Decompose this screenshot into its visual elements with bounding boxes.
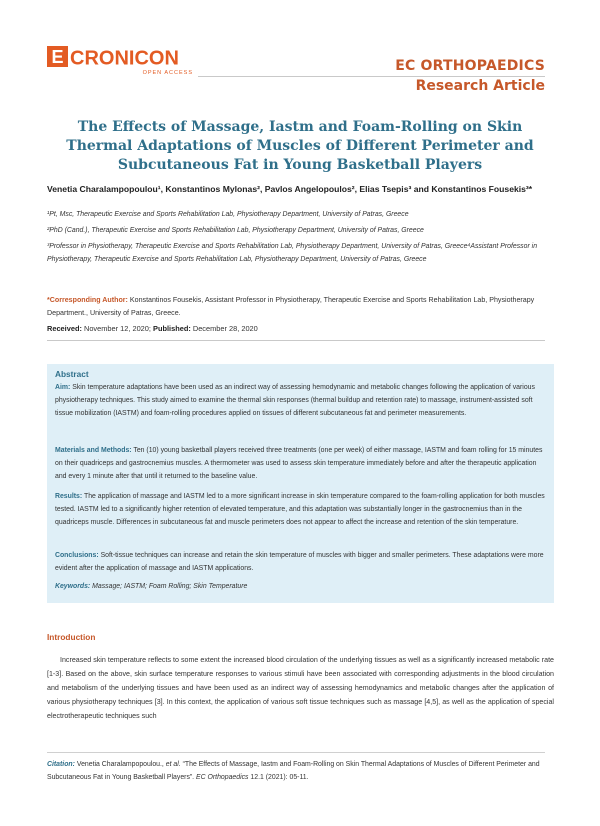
citation-etal: et al. <box>165 761 181 768</box>
published-label: Published: <box>153 324 191 333</box>
corresponding-label: *Corresponding Author: <box>47 296 128 304</box>
received-date: November 12, 2020; <box>83 324 151 333</box>
dates <box>47 324 258 333</box>
published-date: December 28, 2020 <box>192 324 258 333</box>
svg-text:E: E <box>51 47 64 67</box>
citation-volume: 12.1 (2021): 05-11. <box>248 774 309 781</box>
citation-authors: Venetia Charalampopoulou., <box>76 761 166 768</box>
citation <box>47 758 554 784</box>
affiliation-2: ²PhD (Cand.), Therapeutic Exercise and Sports Rehabilitation Lab, Physiotherapy Department, University of Patras, Greece <box>47 227 424 234</box>
results-label: Results: <box>55 493 83 500</box>
aim-text: Skin temperature adaptations have been used as an indirect way of assessing hemodynamic and metabolic changes following the application of various physiotherapy techniques. This study aimed to examine the thermal skin responses (thermal buildup and retention rate) to massage, instrument-assisted soft tissue mobilization (IASTM) and foam-rolling procedures applied on tissues of different subcutaneous fat and perimeter measurements. <box>55 384 535 417</box>
abstract-aim <box>55 381 549 420</box>
corresponding-author <box>47 294 545 320</box>
methods-text: Ten (10) young basketball players received three treatments (one per week) of either massage, IASTM and foam rolling for 15 minutes on their quadriceps and gastrocnemius muscles. A thermometer was used to assess skin temperature immediately before and after the therapeutic application and every 1 minute after that until it returned to the baseline value. <box>55 447 543 480</box>
affiliation-3: ³Professor in Physiotherapy, Therapeutic Exercise and Sports Rehabilitation Lab, Physiotherapy Department, University of Patras, Greece⁴Assistant Professor in Physiotherapy, Therapeutic Exercise and Sports Rehabilitation Lab, Physiotherapy Department, University of Patras, Greece <box>47 243 538 263</box>
abstract-conclusions <box>55 549 549 575</box>
conclusions-text: Soft-tissue techniques can increase and retain the skin temperature of muscles with bigger and smaller perimeters. These adaptations were more evident after the application of massage and IASTM applications. <box>55 552 544 572</box>
citation-journal: EC Orthopaedics <box>196 774 249 781</box>
keywords-label: Keywords: <box>55 583 91 590</box>
conclusions-label: Conclusions: <box>55 552 99 559</box>
svg-text:CRONICON: CRONICON <box>70 47 179 70</box>
article-title: The Effects of Massage, Iastm and Foam-Rolling on Skin Thermal Adaptations of Muscles of Different Perimeter and Subcutaneous Fat in Young Basketball Players <box>66 119 534 173</box>
abstract-methods <box>55 444 549 483</box>
aim-label: Aim: <box>55 384 71 391</box>
cronicon-logo <box>47 46 195 76</box>
results-text: The application of massage and IASTM led to a more significant increase in skin temperature compared to the foam-rolling application for both muscles tested. IASTM led to a significantly higher retention of elevated temperature, and this adaptation was substantially longer in the gastrocnemius than in the quadriceps muscle. Differences in subcutaneous fat and muscle perimeters does not appear to affect the increase and retention of the skin temperature. <box>55 493 545 526</box>
article-type: Research Article <box>415 78 545 94</box>
citation-title: “The Effects of Massage, Iastm and Foam-Rolling on Skin Thermal Adaptations of Muscles of Different Perimeter and Subcutaneous Fat in Young Basketball Players”. <box>47 761 540 781</box>
footer-divider <box>47 752 545 753</box>
affiliation-1: ¹Pt, Msc, Therapeutic Exercise and Sports Rehabilitation Lab, Physiotherapy Department, University of Patras, Greece <box>47 211 409 218</box>
abstract-results <box>55 490 549 529</box>
received-label: Received: <box>47 324 82 333</box>
citation-label: Citation: <box>47 761 75 768</box>
introduction-heading: Introduction <box>47 632 96 642</box>
abstract-heading: Abstract <box>55 369 89 379</box>
methods-label: Materials and Methods: <box>55 447 132 454</box>
introduction-text: Increased skin temperature reflects to some extent the increased blood circulation of the underlying tissues as well as a significantly increased metabolic rate [1-3]. Based on the above, skin surface temperature responses to various stimuli have been associated with corresponding adjustments in the blood circulation and metabolism of the underlying tissues and have been used as an indirect way of assessing hemodynamics and metabolic changes after the application of various physiotherapy techniques [3]. In this context, the application of various soft tissue techniques such as massage [4,5], as well as the application of special electrotherapeutic techniques such <box>47 656 554 720</box>
abstract-keywords <box>55 580 549 593</box>
svg-text:OPEN ACCESS: OPEN ACCESS <box>142 70 193 76</box>
keywords-text: Massage; IASTM; Foam Rolling; Skin Temperature <box>92 583 248 590</box>
journal-name: EC ORTHOPAEDICS <box>395 58 545 74</box>
corresponding-text: Konstantinos Fousekis, Assistant Professor in Physiotherapy, Therapeutic Exercise and Sports Rehabilitation Lab, Physiotherapy Department., University of Patras, Greece. <box>47 296 535 317</box>
author-list: Venetia Charalampopoulou¹, Konstantinos Mylonas², Pavlos Angelopoulos², Elias Tsepis³ and Konstantinos Fousekis³* <box>47 184 533 194</box>
header-divider <box>198 76 545 77</box>
divider <box>47 340 545 341</box>
